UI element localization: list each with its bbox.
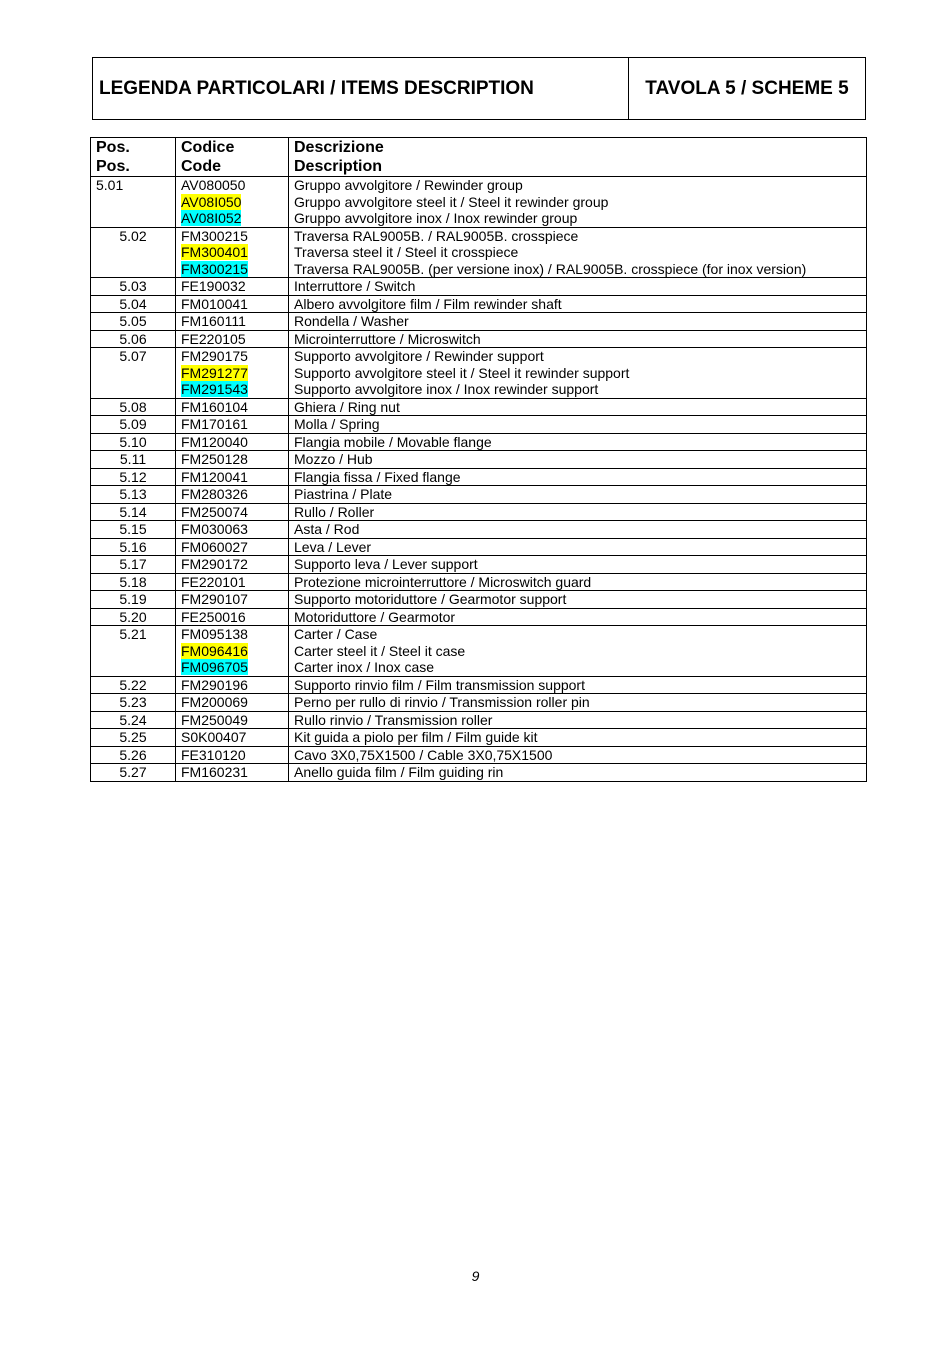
part-code: FM010041 (181, 295, 248, 312)
part-code: FE190032 (181, 278, 246, 294)
description-cell (289, 573, 867, 591)
table-row (91, 626, 867, 677)
highlighted-part-code: FM291277 (181, 364, 248, 381)
description-cell (289, 330, 867, 348)
table-row (91, 348, 867, 399)
highlighted-part-code: FM300215 (181, 260, 248, 277)
description-line: Traversa steel it / Steel it crosspiece (294, 244, 519, 260)
part-code: FM060027 (181, 538, 248, 555)
code-line (181, 399, 283, 416)
description-line: Supporto avvolgitore inox / Inox rewinder support (294, 381, 599, 397)
pos-column-header (91, 138, 176, 177)
code-line (181, 574, 283, 591)
code-line (181, 659, 283, 676)
code-line (181, 469, 283, 486)
table-row (91, 556, 867, 574)
description-cell (289, 433, 867, 451)
description-line: Anello guida film / Film guiding rin (294, 764, 504, 780)
description-cell (289, 711, 867, 729)
description-cell (289, 503, 867, 521)
description-line: Supporto leva / Lever support (294, 556, 478, 572)
code-line (181, 591, 283, 608)
position-cell: 5.09 (91, 416, 176, 434)
position-cell: 5.12 (91, 468, 176, 486)
items-table-body (91, 177, 867, 782)
code-cell (176, 746, 289, 764)
part-code: FM120040 (181, 433, 248, 450)
part-code: FM250049 (181, 711, 248, 728)
description-cell (289, 626, 867, 677)
description-cell (289, 746, 867, 764)
code-line (181, 296, 283, 313)
description-cell (289, 227, 867, 278)
document-title: LEGENDA PARTICOLARI / ITEMS DESCRIPTION (93, 58, 629, 119)
position-cell: 5.13 (91, 486, 176, 504)
position-cell: 5.25 (91, 729, 176, 747)
position-cell: 5.24 (91, 711, 176, 729)
position-cell: 5.17 (91, 556, 176, 574)
table-row (91, 416, 867, 434)
code-cell (176, 295, 289, 313)
description-cell (289, 177, 867, 228)
description-cell (289, 468, 867, 486)
items-table (90, 137, 867, 782)
desc-header-it: Descrizione (294, 139, 384, 156)
part-code: FE220101 (181, 573, 246, 590)
code-line (181, 747, 283, 764)
code-line (181, 331, 283, 348)
code-line (181, 348, 283, 365)
table-row (91, 503, 867, 521)
description-line: Leva / Lever (294, 538, 372, 555)
description-line: Flangia mobile / Movable flange (294, 433, 492, 450)
part-code: FM290172 (181, 556, 248, 572)
code-cell (176, 227, 289, 278)
description-line: Rondella / Washer (294, 313, 409, 329)
position-cell: 5.05 (91, 313, 176, 331)
description-line: Supporto motoriduttore / Gearmotor support (294, 591, 567, 607)
description-line: Carter inox / Inox case (294, 659, 435, 675)
code-cell (176, 764, 289, 782)
table-row (91, 676, 867, 694)
code-cell (176, 451, 289, 469)
code-cell (176, 433, 289, 451)
code-cell (176, 503, 289, 521)
description-cell (289, 313, 867, 331)
description-line: Piastrina / Plate (294, 486, 393, 502)
part-code: S0K00407 (181, 729, 247, 745)
highlighted-part-code: FM291543 (181, 381, 248, 397)
position-cell: 5.06 (91, 330, 176, 348)
table-row (91, 227, 867, 278)
table-header-row (91, 138, 867, 177)
code-header-en: Code (181, 158, 221, 175)
scheme-label: TAVOLA 5 / SCHEME 5 (645, 77, 849, 99)
table-row (91, 468, 867, 486)
description-line: Molla / Spring (294, 416, 380, 432)
code-line (181, 556, 283, 573)
code-line (181, 764, 283, 781)
code-line (181, 365, 283, 382)
description-line: Traversa RAL9005B. (per versione inox) / RAL9005B. crosspiece (for inox version) (294, 260, 807, 277)
description-cell (289, 608, 867, 626)
description-line: Traversa RAL9005B. / RAL9005B. crosspiece (294, 227, 579, 244)
description-line: Flangia fissa / Fixed flange (294, 468, 461, 485)
part-code: FM030063 (181, 521, 248, 537)
part-code: FM160111 (181, 313, 246, 329)
code-cell (176, 626, 289, 677)
position-cell: 5.15 (91, 521, 176, 539)
description-line: Kit guida a piolo per film / Film guide kit (294, 729, 538, 745)
table-row (91, 278, 867, 296)
part-code: FM095138 (181, 626, 248, 642)
header-box (92, 57, 866, 120)
code-cell (176, 538, 289, 556)
description-line: Gruppo avvolgitore steel it / Steel it rewinder group (294, 193, 609, 210)
code-cell (176, 416, 289, 434)
code-line (181, 194, 283, 211)
description-cell (289, 694, 867, 712)
table-row (91, 313, 867, 331)
highlighted-part-code: AV08I052 (181, 210, 242, 226)
table-row (91, 764, 867, 782)
code-line (181, 643, 283, 660)
table-row (91, 521, 867, 539)
code-line (181, 381, 283, 398)
code-line (181, 609, 283, 626)
part-code: AV080050 (181, 177, 246, 193)
description-column-header (289, 138, 867, 177)
position-cell: 5.07 (91, 348, 176, 399)
description-line: Interruttore / Switch (294, 278, 416, 294)
table-row (91, 295, 867, 313)
code-line (181, 729, 283, 746)
code-header-it: Codice (181, 139, 235, 156)
description-line: Cavo 3X0,75X1500 / Cable 3X0,75X1500 (294, 746, 553, 763)
description-cell (289, 348, 867, 399)
page-number: 9 (471, 1268, 480, 1284)
description-line: Ghiera / Ring nut (294, 398, 400, 415)
code-line (181, 313, 283, 330)
part-code: FM250074 (181, 503, 248, 520)
code-cell (176, 521, 289, 539)
code-cell (176, 573, 289, 591)
table-row (91, 729, 867, 747)
code-line (181, 278, 283, 295)
part-code: FM250128 (181, 451, 248, 467)
highlighted-part-code: FM096705 (181, 659, 248, 675)
description-line: Albero avvolgitore film / Film rewinder shaft (294, 295, 562, 312)
table-row (91, 433, 867, 451)
position-cell: 5.22 (91, 676, 176, 694)
description-cell (289, 521, 867, 539)
part-code: FM290107 (181, 591, 248, 607)
part-code: FM290175 (181, 348, 248, 364)
position-cell: 5.14 (91, 503, 176, 521)
description-line: Asta / Rod (294, 521, 360, 537)
code-line (181, 626, 283, 643)
part-code: FE220105 (181, 330, 246, 347)
description-line: Mozzo / Hub (294, 451, 373, 467)
table-row (91, 398, 867, 416)
table-row (91, 486, 867, 504)
table-row (91, 538, 867, 556)
position-cell: 5.19 (91, 591, 176, 609)
part-code: FM160231 (181, 764, 248, 780)
description-line: Microinterruttore / Microswitch (294, 330, 481, 347)
code-cell (176, 556, 289, 574)
position-cell: 5.26 (91, 746, 176, 764)
position-cell: 5.27 (91, 764, 176, 782)
position-cell: 5.16 (91, 538, 176, 556)
description-cell (289, 591, 867, 609)
code-cell (176, 330, 289, 348)
code-line (181, 694, 283, 711)
description-cell (289, 486, 867, 504)
position-cell: 5.23 (91, 694, 176, 712)
desc-header-en: Description (294, 158, 383, 175)
code-cell (176, 348, 289, 399)
position-cell: 5.18 (91, 573, 176, 591)
part-code: FM120041 (181, 468, 248, 485)
code-line (181, 177, 283, 194)
code-cell (176, 278, 289, 296)
part-code: FM200069 (181, 694, 248, 710)
table-row (91, 451, 867, 469)
pos-header-en: Pos. (96, 158, 130, 175)
code-line (181, 677, 283, 694)
highlighted-part-code: AV08I050 (181, 193, 242, 210)
code-line (181, 244, 283, 261)
position-cell: 5.04 (91, 295, 176, 313)
code-line (181, 434, 283, 451)
description-line: Rullo / Roller (294, 503, 375, 520)
description-line: Perno per rullo di rinvio / Transmission roller pin (294, 694, 590, 710)
code-cell (176, 711, 289, 729)
code-cell (176, 591, 289, 609)
part-code: FM290196 (181, 676, 248, 693)
description-cell (289, 729, 867, 747)
table-row (91, 711, 867, 729)
description-cell (289, 676, 867, 694)
code-cell (176, 398, 289, 416)
part-code: FM160104 (181, 398, 248, 415)
code-cell (176, 676, 289, 694)
description-line: Supporto rinvio film / Film transmission support (294, 676, 585, 693)
position-cell: 5.03 (91, 278, 176, 296)
description-cell (289, 295, 867, 313)
description-cell (289, 278, 867, 296)
code-line (181, 712, 283, 729)
description-cell (289, 451, 867, 469)
part-code: FM300215 (181, 227, 248, 244)
position-cell: 5.11 (91, 451, 176, 469)
description-line: Motoriduttore / Gearmotor (294, 608, 456, 625)
code-cell (176, 177, 289, 228)
table-row (91, 746, 867, 764)
part-code: FE310120 (181, 746, 246, 763)
description-cell (289, 416, 867, 434)
description-line: Protezione microinterruttore / Microswitch guard (294, 573, 592, 590)
part-code: FM170161 (181, 416, 248, 432)
position-cell: 5.21 (91, 626, 176, 677)
description-cell (289, 764, 867, 782)
table-row (91, 608, 867, 626)
code-line (181, 210, 283, 227)
code-cell (176, 313, 289, 331)
description-cell (289, 556, 867, 574)
code-line (181, 521, 283, 538)
description-cell (289, 538, 867, 556)
code-line (181, 504, 283, 521)
highlighted-part-code: FM300401 (181, 244, 248, 260)
code-line (181, 416, 283, 433)
position-cell: 5.08 (91, 398, 176, 416)
part-code: FE250016 (181, 608, 246, 625)
position-cell: 5.02 (91, 227, 176, 278)
description-cell (289, 398, 867, 416)
table-row (91, 591, 867, 609)
code-line (181, 539, 283, 556)
code-line (181, 451, 283, 468)
code-column-header (176, 138, 289, 177)
highlighted-part-code: FM096416 (181, 642, 248, 659)
code-cell (176, 608, 289, 626)
part-code: FM280326 (181, 486, 248, 502)
pos-header-it: Pos. (96, 139, 130, 156)
code-line (181, 486, 283, 503)
description-line: Carter / Case (294, 626, 378, 642)
description-line: Supporto avvolgitore / Rewinder support (294, 348, 544, 364)
description-line: Supporto avvolgitore steel it / Steel it rewinder support (294, 364, 630, 381)
table-row (91, 330, 867, 348)
code-cell (176, 694, 289, 712)
code-line (181, 261, 283, 278)
table-row (91, 694, 867, 712)
description-line: Gruppo avvolgitore / Rewinder group (294, 177, 523, 193)
description-line: Carter steel it / Steel it case (294, 642, 466, 659)
description-line: Rullo rinvio / Transmission roller (294, 711, 493, 728)
code-line (181, 228, 283, 245)
table-row (91, 573, 867, 591)
description-line: Gruppo avvolgitore inox / Inox rewinder group (294, 210, 578, 226)
code-cell (176, 486, 289, 504)
code-cell (176, 729, 289, 747)
position-cell: 5.01 (91, 177, 176, 228)
code-cell (176, 468, 289, 486)
table-row (91, 177, 867, 228)
position-cell: 5.20 (91, 608, 176, 626)
position-cell: 5.10 (91, 433, 176, 451)
